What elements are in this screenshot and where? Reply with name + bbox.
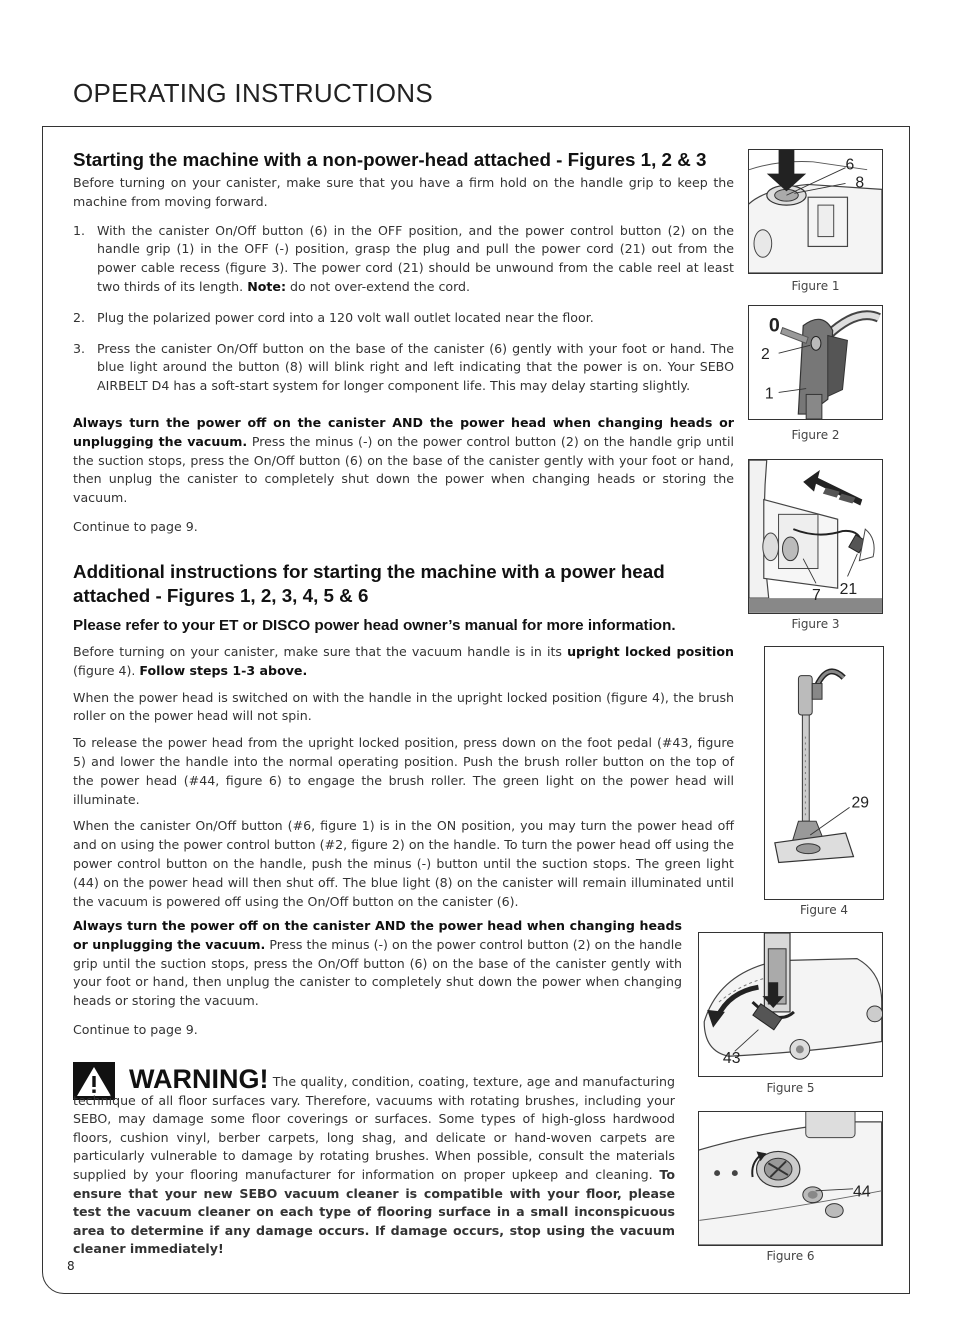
figure-4-label-29: 29 <box>851 794 870 812</box>
section-2 <box>73 560 734 921</box>
section-2-subheading: Please refer to your ET or DISCO power head owner’s manual for more information. <box>73 617 676 634</box>
figure-2-label-2: 2 <box>760 346 770 364</box>
warning-text: The quality, condition, coating, texture, age and manufacturing technique of all floor surfaces vary. Therefore, vacuums with rotating brushes, including your SEBO, may damage some floor coverings or surfaces. Some types of high-gloss hardwood floors, cushion vinyl, berber carpets, long shag, and delicate or hand-woven carpets are particularly vulnerable to damage by rotating brushes. When possible, consult the materials supplied by your flooring manufacturer for information on proper upkeep and cleaning. <box>73 1074 675 1182</box>
section-1-heading: Starting the machine with a non-power-head attached - Figures 1, 2 & 3 <box>73 149 707 170</box>
step-text: Plug the polarized power cord into a 120 volt wall outlet located near the floor. <box>97 309 594 325</box>
figure-1-caption: Figure 1 <box>791 279 840 293</box>
step-1 <box>73 222 734 297</box>
caution-text: Press the minus (-) on the power control button (2) on the handle grip until the suction stops, press the On/Off button (6) on the base of the canister gently with your foot or hand, then unplug the canister to completely shut down the power when changing heads or storing the vacuum. <box>73 433 734 506</box>
step-number: 2. <box>73 309 86 325</box>
section-2-heading <box>73 560 734 608</box>
figure-3 <box>748 459 883 614</box>
section-1 <box>73 148 734 547</box>
section-2-paragraph-2: When the power head is switched on with the handle in the upright locked position (figure 4), the brush roller on the power head will not spin. <box>73 689 734 724</box>
figure-2-label-1: 1 <box>764 385 774 403</box>
figure-5-label-43: 43 <box>722 1050 741 1068</box>
figure-2-caption: Figure 2 <box>791 428 840 442</box>
section-1-intro: Before turning on your canister, make sure that you have a firm hold on the handle grip to keep the machine from moving forward. <box>73 175 734 209</box>
figure-3-label-21: 21 <box>839 581 858 599</box>
figure-3-illustration <box>749 460 882 613</box>
step-number: 3. <box>73 340 86 356</box>
figure-2-label-0: 0 <box>768 314 780 337</box>
p1-bold-2: Follow steps 1-3 above. <box>139 662 308 678</box>
figure-4-caption: Figure 4 <box>799 903 849 917</box>
note-label: Note: <box>247 278 286 294</box>
figure-5-caption: Figure 5 <box>766 1081 815 1095</box>
step-text: Press the canister On/Off button on the base of the canister (6) gently with your foot or hand. The blue light around the button (8) will blink right and left indicating that the power is on. Your SEBO AIRBELT D4 has a soft-start system for longer component life. This may delay starting slightly. <box>97 340 734 394</box>
step-text: With the canister On/Off button (6) in the OFF position, and the power control button (2) on the handle grip (1) in the OFF (-) position, grasp the plug and pull the power cord (21) out from the power cable recess (figure 3). The power cord (21) should be unwound from the cable reel at least two thirds of its length. <box>97 222 734 294</box>
section-2-paragraph-3: To release the power head from the upright locked position, press down on the foot pedal (#43, figure 5) and lower the handle into the normal operating position. Push the brush roller button on the top of the power head (#44, figure 6) to engage the brush roller. The green light on the power head will illuminate. <box>73 735 734 807</box>
figure-6 <box>698 1111 883 1246</box>
caution-text: Press the minus (-) on the power control button (2) on the handle grip until the suction stops, press the On/Off button (6) on the base of the canister gently with your foot or hand, then unplug the canister to completely shut down the power when changing heads or storing the vacuum. <box>73 936 682 1009</box>
p1-text: Before turning on your canister, make sure that the vacuum handle is in its <box>73 644 562 659</box>
warning-title: WARNING! <box>129 1064 269 1094</box>
warning-bold-text: To ensure that your new SEBO vacuum cleaner is compatible with your floor, please test the vacuum cleaner on each type of flooring surface in a small inconspicuous area to determine if any damage occurs. If damage occurs, stop using the vacuum cleaner immediately! <box>73 1166 675 1257</box>
section-2-caution-block <box>73 917 682 1050</box>
note-text: do not over-extend the cord. <box>290 278 471 294</box>
step-number: 1. <box>73 222 86 238</box>
step-list <box>73 222 734 396</box>
figure-4-illustration <box>765 647 883 899</box>
section-2-continue: Continue to page 9. <box>73 1021 198 1037</box>
warning-block <box>73 1064 675 1259</box>
section-2-paragraph-1 <box>73 643 734 681</box>
p1-text-2: (figure 4). <box>73 662 136 678</box>
figure-1-label-8: 8 <box>855 174 865 192</box>
figure-6-label-44: 44 <box>853 1183 871 1201</box>
p1-bold: upright locked position <box>567 644 734 659</box>
figure-2 <box>748 305 883 420</box>
section-2-heading-line-2: attached - Figures 1, 2, 3, 4, 5 & 6 <box>73 585 369 606</box>
figure-1-label-6: 6 <box>845 156 855 174</box>
caution-bold: Always turn the power off on the canister AND the power head when changing heads or unplugging the vacuum. <box>73 918 682 952</box>
figure-5-illustration <box>699 933 882 1076</box>
step-2 <box>73 309 734 328</box>
section-1-caution <box>73 414 734 508</box>
step-3 <box>73 340 734 396</box>
section-1-continue: Continue to page 9. <box>73 518 198 534</box>
page-title: OPERATING INSTRUCTIONS <box>73 78 434 108</box>
section-2-heading-line-1: Additional instructions for starting the machine with a power head <box>73 561 665 582</box>
figure-1-illustration <box>749 150 882 273</box>
figure-3-label-7: 7 <box>812 587 821 605</box>
figure-3-caption: Figure 3 <box>791 617 840 631</box>
page-number: 8 <box>67 1259 75 1273</box>
caution-bold: Always turn the power off on the canister AND the power head when changing heads or unplugging the vacuum. <box>73 414 734 449</box>
figure-2-illustration <box>749 306 882 419</box>
figure-6-illustration <box>699 1112 882 1245</box>
figure-1 <box>748 149 883 274</box>
figure-6-caption: Figure 6 <box>766 1249 815 1263</box>
section-2-paragraph-4: When the canister On/Off button (#6, figure 1) is in the ON position, you may turn the power head off and on using the power control button (#2, figure 2) on the handle. To turn the power head off using the power control button on the handle, push the minus (-) button until the suction stops. The green light (44) on the power head will then shut off. The blue light (8) on the canister will remain illuminated until the vacuum is powered off using the On/Off button on the canister (6). <box>73 818 734 909</box>
figure-4 <box>764 646 884 900</box>
section-2-caution <box>73 917 682 1011</box>
figure-5 <box>698 932 883 1077</box>
